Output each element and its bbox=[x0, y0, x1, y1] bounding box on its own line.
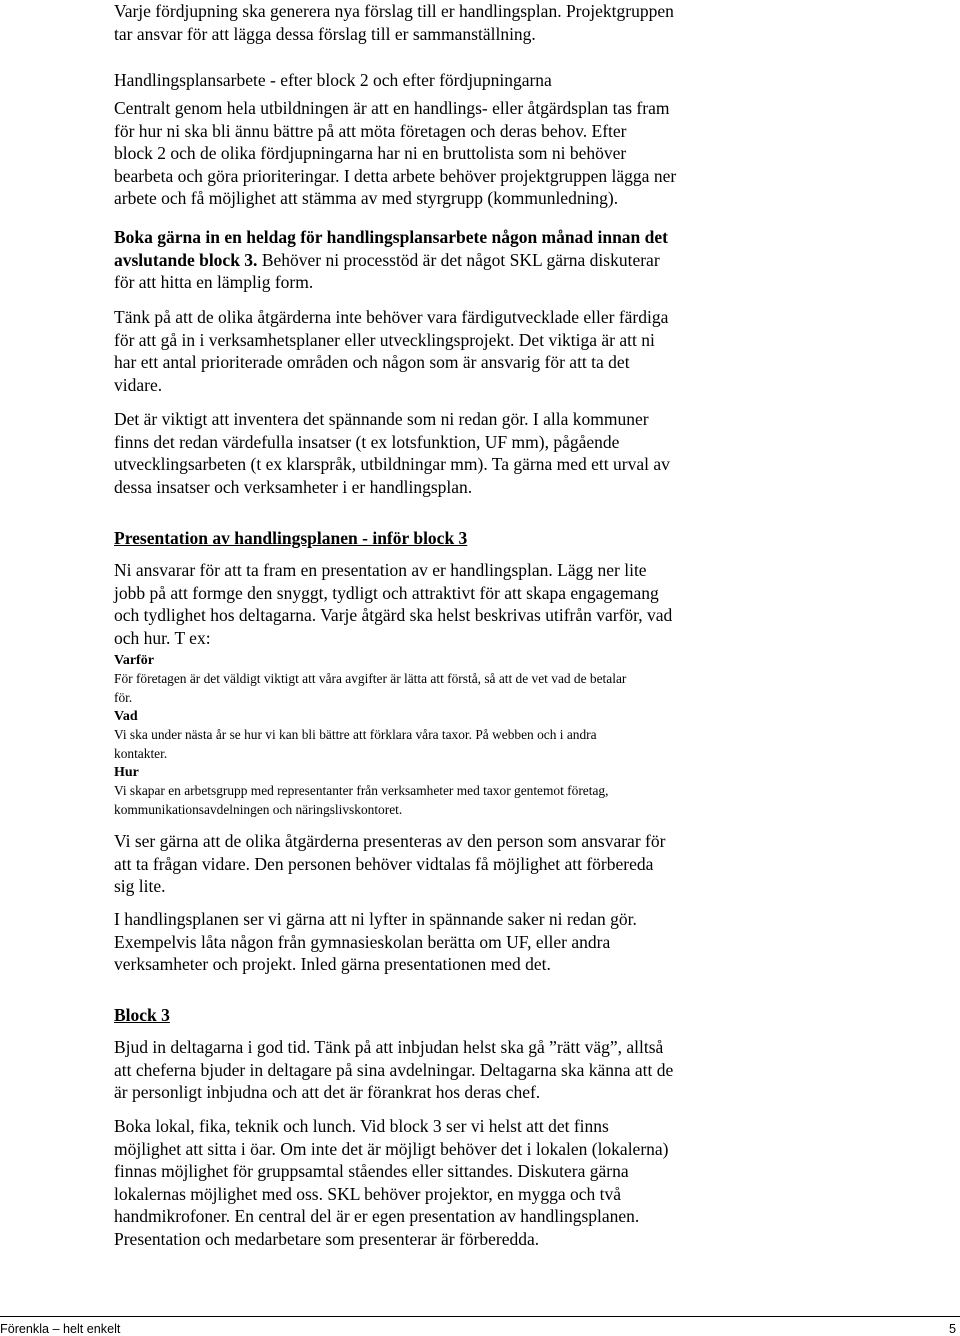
paragraph bbox=[114, 559, 754, 649]
page-number: 5 bbox=[948, 1322, 956, 1336]
text-line: Vi ska under nästa år se hur vi kan bli bättre att förklara våra taxor. På webben och i andra bbox=[114, 727, 597, 743]
heading-text: Handlingsplansarbete - efter block 2 och efter fördjupningarna bbox=[114, 70, 552, 90]
text-line: bearbeta och göra prioriteringar. I detta arbete behöver projektgruppen lägga ner bbox=[114, 165, 677, 186]
text-line: och hur. T ex: bbox=[114, 627, 211, 648]
text-line: att cheferna bjuder in deltagare på sina avdelningar. Deltagarna ska känna att de bbox=[114, 1059, 674, 1080]
text-line: Det är viktigt att inventera det spännande som ni redan gör. I alla kommuner bbox=[114, 409, 649, 429]
text-line: vidare. bbox=[114, 374, 163, 395]
text-line: I handlingsplanen ser vi gärna att ni lyfter in spännande saker ni redan gör. bbox=[114, 909, 637, 929]
paragraph bbox=[114, 908, 754, 976]
text-line: block 2 och de olika fördjupningarna har ni en bruttolista som ni behöver bbox=[114, 143, 627, 164]
text-line: Vi skapar en arbetsgrupp med representanter från verksamheter med taxor gentemot företag, bbox=[114, 783, 609, 799]
text-line: Presentation och medarbetare som presenterar är förberedda. bbox=[114, 1228, 540, 1249]
text-line: Ni ansvarar för att ta fram en presentation av er handlingsplan. Lägg ner lite bbox=[114, 560, 647, 580]
text-line: Vi ser gärna att de olika åtgärderna presenteras av den person som ansvarar för bbox=[114, 831, 666, 851]
text-line: att ta frågan vidare. Den personen behöver vidtalas få möjlighet att förbereda bbox=[114, 853, 654, 874]
text-line: och tydlighet hos deltagarna. Varje åtgärd ska helst beskrivas utifrån varför, vad bbox=[114, 605, 673, 626]
text-line: kommunikationsavdelningen och näringslivskontoret. bbox=[114, 801, 403, 817]
text-line: finns det redan värdefulla insatser (t ex lotsfunktion, UF mm), pågående bbox=[114, 431, 620, 452]
text-line: möjlighet att sitta i öar. Om inte det är möjligt behöver det i lokalen (lokalerna) bbox=[114, 1138, 669, 1159]
text-line: för hur ni ska bli ännu bättre på att möta företagen och deras behov. Efter bbox=[114, 120, 627, 141]
intro-paragraph bbox=[114, 0, 754, 45]
example-hur bbox=[114, 763, 754, 819]
paragraph bbox=[114, 97, 754, 210]
text-line: för att gå in i verksamhetsplaner eller utvecklingsprojekt. Det viktiga är att ni bbox=[114, 329, 655, 350]
paragraph bbox=[114, 1115, 754, 1251]
paragraph bbox=[114, 408, 754, 498]
section-heading-presentation bbox=[114, 527, 754, 550]
section-heading-handlingsplansarbete bbox=[114, 69, 754, 92]
text-line: verksamheter och projekt. Inled gärna presentationen med det. bbox=[114, 954, 551, 975]
text-line: dessa insatser och verksamheter i er handlingsplan. bbox=[114, 476, 473, 497]
footer-slogan: Förenkla – helt enkelt bbox=[0, 1322, 121, 1336]
text: Behöver ni processtöd är det något SKL gärna diskuterar bbox=[257, 249, 660, 270]
text-line: kontakter. bbox=[114, 745, 168, 761]
text-line: Varje fördjupning ska generera nya förslag till er handlingsplan. Projektgruppen bbox=[114, 1, 674, 21]
text-line: Bjud in deltagarna i god tid. Tänk på att inbjudan helst ska gå ”rätt väg”, alltså bbox=[114, 1037, 664, 1057]
bold-text-line: Boka gärna in en heldag för handlingsplansarbete någon månad innan det bbox=[114, 227, 668, 247]
text-line: Centralt genom hela utbildningen är att en handlings- eller åtgärdsplan tas fram bbox=[114, 98, 670, 118]
text-line: finnas möjlighet för gruppsamtal ståendes eller sittandes. Diskutera gärna bbox=[114, 1161, 629, 1182]
text-line: Boka lokal, fika, teknik och lunch. Vid block 3 ser vi helst att det finns bbox=[114, 1116, 609, 1136]
text-line: Tänk på att de olika åtgärderna inte behöver vara färdigutvecklade eller färdiga bbox=[114, 307, 669, 327]
text-line: lokalernas möjlighet med oss. SKL behöver projektor, en mygga och två bbox=[114, 1183, 622, 1204]
section-heading-block-3 bbox=[114, 1004, 754, 1027]
heading-text: Presentation av handlingsplanen - inför block 3 bbox=[114, 528, 468, 548]
text-line bbox=[114, 249, 754, 272]
text-line: för. bbox=[114, 689, 133, 705]
text-line: för att hitta en lämplig form. bbox=[114, 272, 314, 293]
example-label: Varför bbox=[114, 653, 154, 668]
example-varfor bbox=[114, 651, 754, 707]
example-label: Hur bbox=[114, 765, 139, 780]
page-footer bbox=[0, 1316, 960, 1335]
text-line: För företagen är det väldigt viktigt att våra avgifter är lätta att förstå, så att de vet vad de betalar bbox=[114, 671, 627, 687]
text-line: arbete och få möjlighet att stämma av med styrgrupp (kommunledning). bbox=[114, 188, 619, 209]
paragraph bbox=[114, 1036, 754, 1104]
text-line: handmikrofoner. En central del är er egen presentation av handlingsplanen. bbox=[114, 1206, 640, 1227]
text-line: är personligt inbjudna och att det är förankrat hos deras chef. bbox=[114, 1082, 541, 1103]
text-line: tar ansvar för att lägga dessa förslag till er sammanställning. bbox=[114, 23, 536, 44]
paragraph bbox=[114, 830, 754, 898]
heading-text: Block 3 bbox=[114, 1005, 170, 1025]
paragraph bbox=[114, 306, 754, 396]
bold-text: avslutande block 3. bbox=[114, 249, 258, 270]
example-label: Vad bbox=[114, 709, 138, 724]
paragraph-boka-heldag bbox=[114, 226, 754, 294]
text-line: Exempelvis låta någon från gymnasieskolan berätta om UF, eller andra bbox=[114, 931, 611, 952]
text-line: jobb på att formge den snyggt, tydligt och attraktivt för att skapa engagemang bbox=[114, 582, 659, 603]
text-line: har ett antal prioriterade områden och någon som är ansvarig för att ta det bbox=[114, 352, 630, 373]
text-line: utvecklingsarbeten (t ex klarspråk, utbildningar mm). Ta gärna med ett urval av bbox=[114, 454, 670, 475]
text-line: sig lite. bbox=[114, 876, 166, 897]
example-vad bbox=[114, 707, 754, 763]
